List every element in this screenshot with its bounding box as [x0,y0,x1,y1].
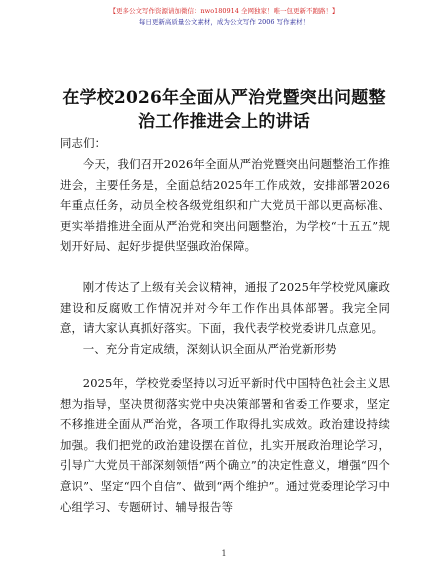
page-number: 1 [221,549,227,558]
paragraph-achievements: 2025年，学校党委坚持以习近平新时代中国特色社会主义思想为指导，坚决贯彻落实党中央决策部署和省委工作要求，坚定不移推进全面从严治党，各项工作取得扎实成效。政治建设持续加强。我们把党的政治建设摆在首位，扎实开展政治理论学习，引导广大党员干部深刻领悟“两个确立”的决定性意义，增强“四个意识”、坚定“四个自信”、做到“两个维护”。通过党委理论学习中心组学习、专题研讨、辅导报告等 [60,376,390,514]
banner-line-update: 每日更新高质量公文素材，成为公文写作 2006 写作素材！ [138,18,310,26]
header-banner [0,6,448,28]
section-heading-1: 一、充分肯定成绩，深刻认识全面从严治党新形势 [82,342,337,356]
paragraph-transmission: 刚才传达了上级有关会议精神，通报了2025年学校党风廉政建设和反腐败工作情况并对今年工作作出具体部署。我完全同意，请大家认真抓好落实。下面，我代表学校党委讲几点意见。 [60,280,390,336]
salutation: 同志们： [60,136,107,150]
banner-line-promo: 【更多公文写作资源请加微信：nwo180914 全网独家！唯一包更新不跑路！】 [109,7,339,15]
document-title: 在学校2026年全面从严治党暨突出问题整治工作推进会上的讲话 [62,88,386,132]
paragraph-intro: 今天，我们召开2026年全面从严治党暨突出问题整治工作推进会，主要任务是，全面总结2025年工作成效，安排部署2026年重点任务，动员全校各级党组织和广大党员干部以更高标准、更实举措推进全面从严治党和突出问题整治，为学校“十五五”规划开好局、起好步提供坚强政治保障。 [60,157,390,254]
